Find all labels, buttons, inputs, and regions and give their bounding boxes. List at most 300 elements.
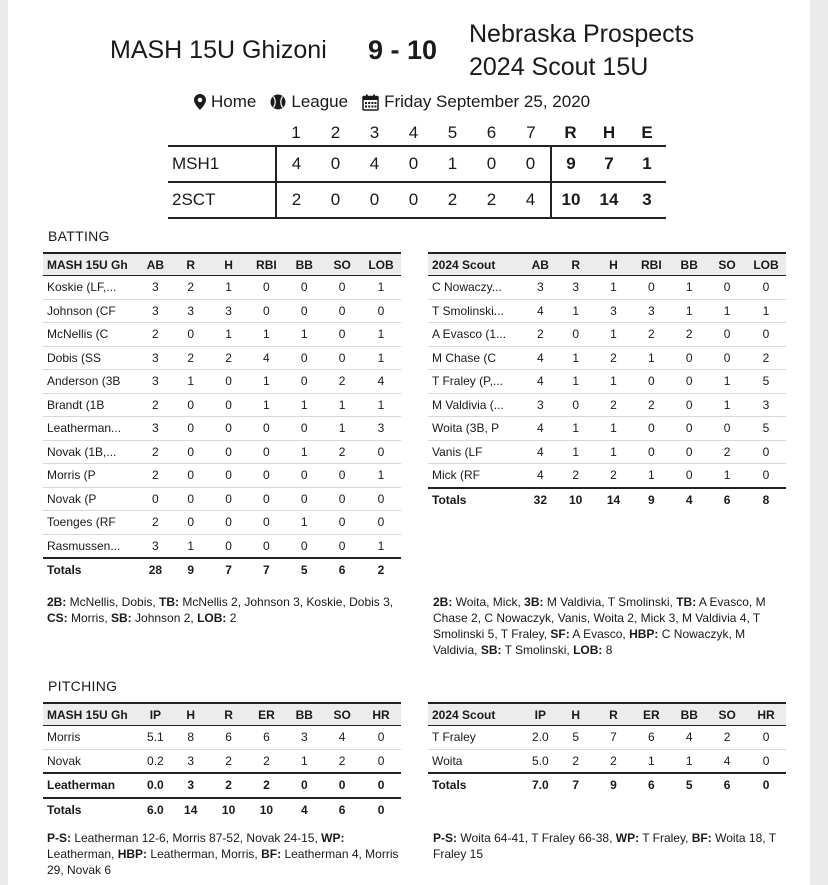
note-text: Morris,: [67, 611, 112, 625]
stat-cell: 0: [210, 534, 248, 558]
player-name: Totals: [43, 558, 139, 582]
stat-cell: 2: [139, 464, 172, 488]
stat-cell: 0: [247, 440, 285, 464]
player-name: T Smolinski...: [428, 299, 524, 323]
stat-cell: 0: [172, 440, 210, 464]
table-row: [43, 393, 401, 417]
stat-cell: 0: [285, 534, 323, 558]
column-header: MASH 15U Gh: [43, 253, 139, 276]
inning-score: 4: [511, 182, 551, 218]
note-text: Woita 18, T Fraley 15: [433, 831, 776, 861]
inning-header: 7: [526, 123, 536, 142]
player-name: Woita: [428, 749, 524, 773]
player-name: M Valdivia (...: [428, 393, 524, 417]
stat-cell: 1: [247, 370, 285, 394]
stat-cell: 0: [139, 487, 172, 511]
stat-cell: 4: [361, 370, 401, 394]
table-row: [428, 323, 786, 347]
stat-cell: 0: [708, 323, 746, 347]
calendar-icon: [362, 94, 379, 111]
player-name: Toenges (RF: [43, 511, 139, 535]
stat-cell: 2: [323, 440, 361, 464]
stat-cell: 1: [361, 276, 401, 300]
stat-cell: 0: [172, 417, 210, 441]
stat-cell: 1: [595, 440, 633, 464]
stat-cell: 0: [557, 323, 595, 347]
stat-cell: 7: [557, 773, 595, 797]
stat-cell: 0: [746, 726, 786, 750]
stat-cell: 0: [210, 440, 248, 464]
stat-cell: 9: [632, 488, 670, 512]
stat-cell: 5: [285, 558, 323, 582]
note-label: 3B:: [524, 595, 544, 609]
column-header: H: [595, 253, 633, 276]
stat-cell: 3: [139, 534, 172, 558]
table-row: [428, 370, 786, 394]
column-header: SO: [323, 703, 361, 726]
column-header: BB: [670, 253, 708, 276]
stat-cell: 4: [524, 440, 557, 464]
stat-cell: 0: [746, 773, 786, 797]
stat-cell: 3: [746, 393, 786, 417]
note-text: A Evasco, M Chase 2, C Nowaczyk, Vanis, Woita 2, Mick 3, M Valdivia 4, T Smolinski 5, T Fraley,: [433, 595, 766, 641]
stat-cell: 1: [708, 393, 746, 417]
stat-cell: 2: [139, 323, 172, 347]
hits-total: 14: [590, 182, 628, 218]
stat-cell: 1: [361, 346, 401, 370]
note-label: TB:: [159, 595, 180, 609]
stat-cell: 3: [285, 726, 323, 750]
table-row: [43, 276, 401, 300]
stat-cell: 1: [361, 393, 401, 417]
stat-cell: 1: [285, 749, 323, 773]
stat-cell: 2: [595, 464, 633, 488]
stat-cell: 0: [323, 346, 361, 370]
stat-cell: 3: [139, 370, 172, 394]
stat-cell: 1: [557, 417, 595, 441]
away-pitching-notes: [47, 830, 407, 878]
table-row: [43, 323, 401, 347]
stat-cell: 7: [247, 558, 285, 582]
note-text: Leatherman 12-6, Morris 87-52, Novak 24-15,: [71, 831, 322, 845]
stat-cell: 2: [632, 323, 670, 347]
runs-total: 10: [551, 182, 590, 218]
note-text: T Fraley,: [639, 831, 692, 845]
stat-cell: 2: [323, 749, 361, 773]
note-label: BF:: [691, 831, 712, 845]
stat-cell: 2: [595, 393, 633, 417]
stat-cell: 0: [247, 299, 285, 323]
column-header: BB: [670, 703, 708, 726]
stat-cell: 6: [248, 726, 286, 750]
location-label: Home: [211, 92, 257, 111]
stat-cell: 9: [172, 558, 210, 582]
stat-cell: 1: [557, 370, 595, 394]
note-text: A Evasco,: [569, 627, 630, 641]
stat-cell: 0: [210, 511, 248, 535]
stat-cell: 1: [361, 464, 401, 488]
stat-cell: 0: [746, 276, 786, 300]
totals-row: [428, 488, 786, 512]
inning-score: 0: [394, 182, 433, 218]
stat-cell: 5: [670, 773, 708, 797]
inning-score: 0: [394, 146, 433, 182]
note-text: McNellis, Dobis,: [66, 595, 160, 609]
errors-header: E: [641, 123, 653, 142]
stat-cell: 3: [524, 393, 557, 417]
player-name: Totals: [43, 798, 139, 822]
final-score: 9 - 10: [368, 35, 438, 65]
stat-cell: 0: [285, 370, 323, 394]
stat-cell: 2: [139, 393, 172, 417]
note-text: Woita, Mick,: [452, 595, 525, 609]
table-row: [428, 393, 786, 417]
stat-cell: 0: [746, 749, 786, 773]
note-text: Leatherman,: [47, 847, 118, 861]
totals-row: [43, 798, 401, 822]
home-pitching-notes: [433, 830, 781, 862]
stat-cell: 0.2: [139, 749, 172, 773]
home-team-line1: Nebraska Prospects: [469, 20, 695, 48]
totals-row: [43, 558, 401, 582]
stat-cell: 0: [632, 440, 670, 464]
note-label: HBP:: [117, 847, 148, 861]
stat-cell: 1: [285, 393, 323, 417]
column-header: ER: [632, 703, 670, 726]
stat-cell: 0: [172, 487, 210, 511]
player-name: T Fraley (P,...: [428, 370, 524, 394]
stat-cell: 0: [172, 393, 210, 417]
table-row: [43, 534, 401, 558]
line-score-team: 2SCT: [168, 182, 276, 218]
note-label: P-S:: [433, 831, 457, 845]
stat-cell: 0: [210, 464, 248, 488]
stat-cell: 1: [632, 749, 670, 773]
stat-cell: 1: [285, 511, 323, 535]
inning-score: 4: [355, 146, 394, 182]
column-header: LOB: [361, 253, 401, 276]
stat-cell: 1: [632, 464, 670, 488]
stat-cell: 2: [323, 370, 361, 394]
column-header: R: [210, 703, 248, 726]
column-header: H: [557, 703, 595, 726]
errors-total: 3: [628, 182, 666, 218]
player-name: Brandt (1B: [43, 393, 139, 417]
stat-cell: 1: [595, 370, 633, 394]
column-header: H: [210, 253, 248, 276]
stat-cell: 1: [172, 534, 210, 558]
stat-cell: 7.0: [524, 773, 557, 797]
stat-cell: 6: [323, 558, 361, 582]
column-header: 2024 Scout: [428, 703, 524, 726]
note-text: Johnson 2,: [131, 611, 198, 625]
stat-cell: 2: [139, 440, 172, 464]
stat-cell: 1: [557, 299, 595, 323]
stat-cell: 0: [670, 464, 708, 488]
note-label: P-S:: [47, 831, 71, 845]
table-row: [43, 370, 401, 394]
stat-cell: 1: [247, 393, 285, 417]
stat-cell: 0: [247, 276, 285, 300]
stat-cell: 4: [285, 798, 323, 822]
player-name: Novak: [43, 749, 139, 773]
stat-cell: 3: [595, 299, 633, 323]
table-row: [43, 773, 401, 798]
stat-cell: 2: [632, 393, 670, 417]
column-header: SO: [323, 253, 361, 276]
stat-cell: 0: [210, 370, 248, 394]
stat-cell: 4: [670, 726, 708, 750]
home-team-name: [469, 18, 694, 84]
stat-cell: 3: [557, 276, 595, 300]
stat-cell: 3: [632, 299, 670, 323]
column-header: IP: [524, 703, 557, 726]
stat-cell: 1: [746, 299, 786, 323]
stat-cell: 1: [670, 299, 708, 323]
stat-cell: 0: [247, 417, 285, 441]
stat-cell: 6: [210, 726, 248, 750]
stat-cell: 6: [708, 773, 746, 797]
stat-cell: 0: [323, 511, 361, 535]
stat-cell: 0: [632, 370, 670, 394]
home-batting-table: [428, 252, 786, 511]
table-row: [428, 464, 786, 488]
date-label: Friday September 25, 2020: [384, 92, 591, 111]
player-name: Mick (RF: [428, 464, 524, 488]
inning-score: 0: [472, 146, 511, 182]
stat-cell: 28: [139, 558, 172, 582]
column-header: R: [595, 703, 633, 726]
column-header: IP: [139, 703, 172, 726]
player-name: Anderson (3B: [43, 370, 139, 394]
stat-cell: 2.0: [524, 726, 557, 750]
note-text: 2: [226, 611, 237, 625]
stat-cell: 0: [323, 487, 361, 511]
note-label: 2B:: [433, 595, 453, 609]
stat-cell: 1: [247, 323, 285, 347]
errors-total: 1: [628, 146, 666, 182]
stat-cell: 1: [361, 534, 401, 558]
away-pitching-table: [43, 702, 401, 821]
note-label: SF:: [550, 627, 570, 641]
table-row: [43, 749, 401, 773]
away-batting-table: [43, 252, 401, 582]
stat-cell: 0: [746, 440, 786, 464]
stat-cell: 0: [210, 417, 248, 441]
stat-cell: 0: [210, 393, 248, 417]
stat-cell: 7: [210, 558, 248, 582]
stat-cell: 3: [172, 749, 210, 773]
stat-cell: 0: [172, 464, 210, 488]
stat-cell: 4: [524, 464, 557, 488]
batting-section-title: BATTING: [48, 228, 110, 244]
player-name: Woita (3B, P: [428, 417, 524, 441]
stat-cell: 1: [557, 346, 595, 370]
stat-cell: 0: [361, 798, 401, 822]
stat-cell: 0: [361, 440, 401, 464]
stat-cell: 4: [323, 726, 361, 750]
table-row: [43, 346, 401, 370]
inning-header: 4: [408, 123, 419, 142]
stat-cell: 2: [557, 464, 595, 488]
note-label: WP:: [615, 831, 640, 845]
stat-cell: 4: [708, 749, 746, 773]
stat-cell: 2: [139, 511, 172, 535]
column-header: AB: [524, 253, 557, 276]
column-header: R: [172, 253, 210, 276]
stat-cell: 3: [524, 276, 557, 300]
inning-score: 2: [433, 182, 472, 218]
table-row: [43, 440, 401, 464]
away-batting-notes: [47, 594, 407, 626]
stat-cell: 2: [172, 276, 210, 300]
stat-cell: 0: [361, 299, 401, 323]
column-header: H: [172, 703, 210, 726]
stat-cell: 0: [285, 346, 323, 370]
stat-cell: 1: [708, 299, 746, 323]
stat-cell: 0: [285, 276, 323, 300]
stat-cell: 0: [285, 299, 323, 323]
note-label: CS:: [47, 611, 68, 625]
stat-cell: 0: [361, 487, 401, 511]
table-row: [428, 749, 786, 773]
stat-cell: 3: [172, 773, 210, 798]
inning-score: 0: [316, 146, 355, 182]
stat-cell: 1: [670, 749, 708, 773]
stat-cell: 0: [632, 276, 670, 300]
stat-cell: 2: [210, 773, 248, 798]
stat-cell: 0: [323, 276, 361, 300]
stat-cell: 0: [670, 440, 708, 464]
table-row: [428, 299, 786, 323]
table-row: [43, 511, 401, 535]
line-score-row: [168, 182, 666, 218]
inning-score: 2: [472, 182, 511, 218]
stat-cell: 2: [248, 749, 286, 773]
stat-cell: 4: [524, 370, 557, 394]
stat-cell: 0: [632, 417, 670, 441]
player-name: Novak (P: [43, 487, 139, 511]
stat-cell: 0: [708, 276, 746, 300]
baseball-icon: [270, 94, 286, 110]
table-row: [428, 726, 786, 750]
player-name: Vanis (LF: [428, 440, 524, 464]
inning-header: 6: [486, 123, 497, 142]
stat-cell: 0.0: [139, 773, 172, 798]
inning-score: 0: [316, 182, 355, 218]
stat-cell: 10: [248, 798, 286, 822]
game-info: [194, 92, 604, 112]
inning-score: 0: [355, 182, 394, 218]
note-label: SB:: [480, 643, 502, 657]
stat-cell: 3: [139, 276, 172, 300]
stat-cell: 14: [172, 798, 210, 822]
league-info: [270, 92, 348, 112]
inning-score: 2: [276, 182, 316, 218]
stat-cell: 0: [323, 323, 361, 347]
inning-header: 1: [291, 123, 301, 142]
table-row: [428, 346, 786, 370]
note-label: 2B:: [47, 595, 67, 609]
stat-cell: 0: [172, 323, 210, 347]
stat-cell: 3: [172, 299, 210, 323]
stat-cell: 6.0: [139, 798, 172, 822]
stat-cell: 5.1: [139, 726, 172, 750]
note-text: M Valdivia, T Smolinski,: [543, 595, 677, 609]
note-label: HBP:: [629, 627, 659, 641]
location-info: [194, 92, 256, 112]
column-header: BB: [285, 253, 323, 276]
stat-cell: 0: [247, 487, 285, 511]
stat-cell: 1: [323, 393, 361, 417]
boxscore-page: [8, 0, 810, 885]
column-header: SO: [708, 253, 746, 276]
stat-cell: 10: [557, 488, 595, 512]
column-header: AB: [139, 253, 172, 276]
stat-cell: 0: [670, 346, 708, 370]
stat-cell: 4: [524, 417, 557, 441]
stat-cell: 0: [172, 511, 210, 535]
stat-cell: 0: [361, 511, 401, 535]
stat-cell: 2: [248, 773, 286, 798]
stat-cell: 0: [557, 393, 595, 417]
player-name: Leatherman: [43, 773, 139, 798]
player-name: Morris (P: [43, 464, 139, 488]
column-header: HR: [361, 703, 401, 726]
home-pitching-table: [428, 702, 786, 797]
stat-cell: 3: [361, 417, 401, 441]
stat-cell: 2: [708, 726, 746, 750]
player-name: Johnson (CF: [43, 299, 139, 323]
map-pin-icon: [194, 94, 206, 110]
note-label: BF:: [261, 847, 282, 861]
stat-cell: 0: [247, 534, 285, 558]
stat-cell: 0: [670, 417, 708, 441]
stat-cell: 0: [361, 749, 401, 773]
player-name: Dobis (SS: [43, 346, 139, 370]
stat-cell: 1: [670, 276, 708, 300]
table-row: [43, 299, 401, 323]
table-row: [428, 276, 786, 300]
player-name: T Fraley: [428, 726, 524, 750]
line-score: [168, 121, 666, 219]
table-row: [43, 464, 401, 488]
stat-cell: 1: [285, 440, 323, 464]
player-name: Rasmussen...: [43, 534, 139, 558]
stat-cell: 0: [247, 464, 285, 488]
stat-cell: 0: [323, 464, 361, 488]
stat-cell: 4: [524, 346, 557, 370]
stat-cell: 3: [210, 299, 248, 323]
note-label: SB:: [111, 611, 132, 625]
stat-cell: 2: [670, 323, 708, 347]
stat-cell: 0: [285, 487, 323, 511]
column-header: LOB: [746, 253, 786, 276]
player-name: A Evasco (1...: [428, 323, 524, 347]
note-text: T Smolinski,: [501, 643, 574, 657]
hits-header: H: [602, 123, 616, 142]
stat-cell: 1: [323, 417, 361, 441]
column-header: R: [557, 253, 595, 276]
player-name: C Nowaczy...: [428, 276, 524, 300]
stat-cell: 0: [247, 511, 285, 535]
stat-cell: 5.0: [524, 749, 557, 773]
stat-cell: 3: [139, 417, 172, 441]
stat-cell: 1: [557, 440, 595, 464]
column-header: ER: [248, 703, 286, 726]
line-score-row: [168, 146, 666, 182]
inning-score: 4: [276, 146, 316, 182]
